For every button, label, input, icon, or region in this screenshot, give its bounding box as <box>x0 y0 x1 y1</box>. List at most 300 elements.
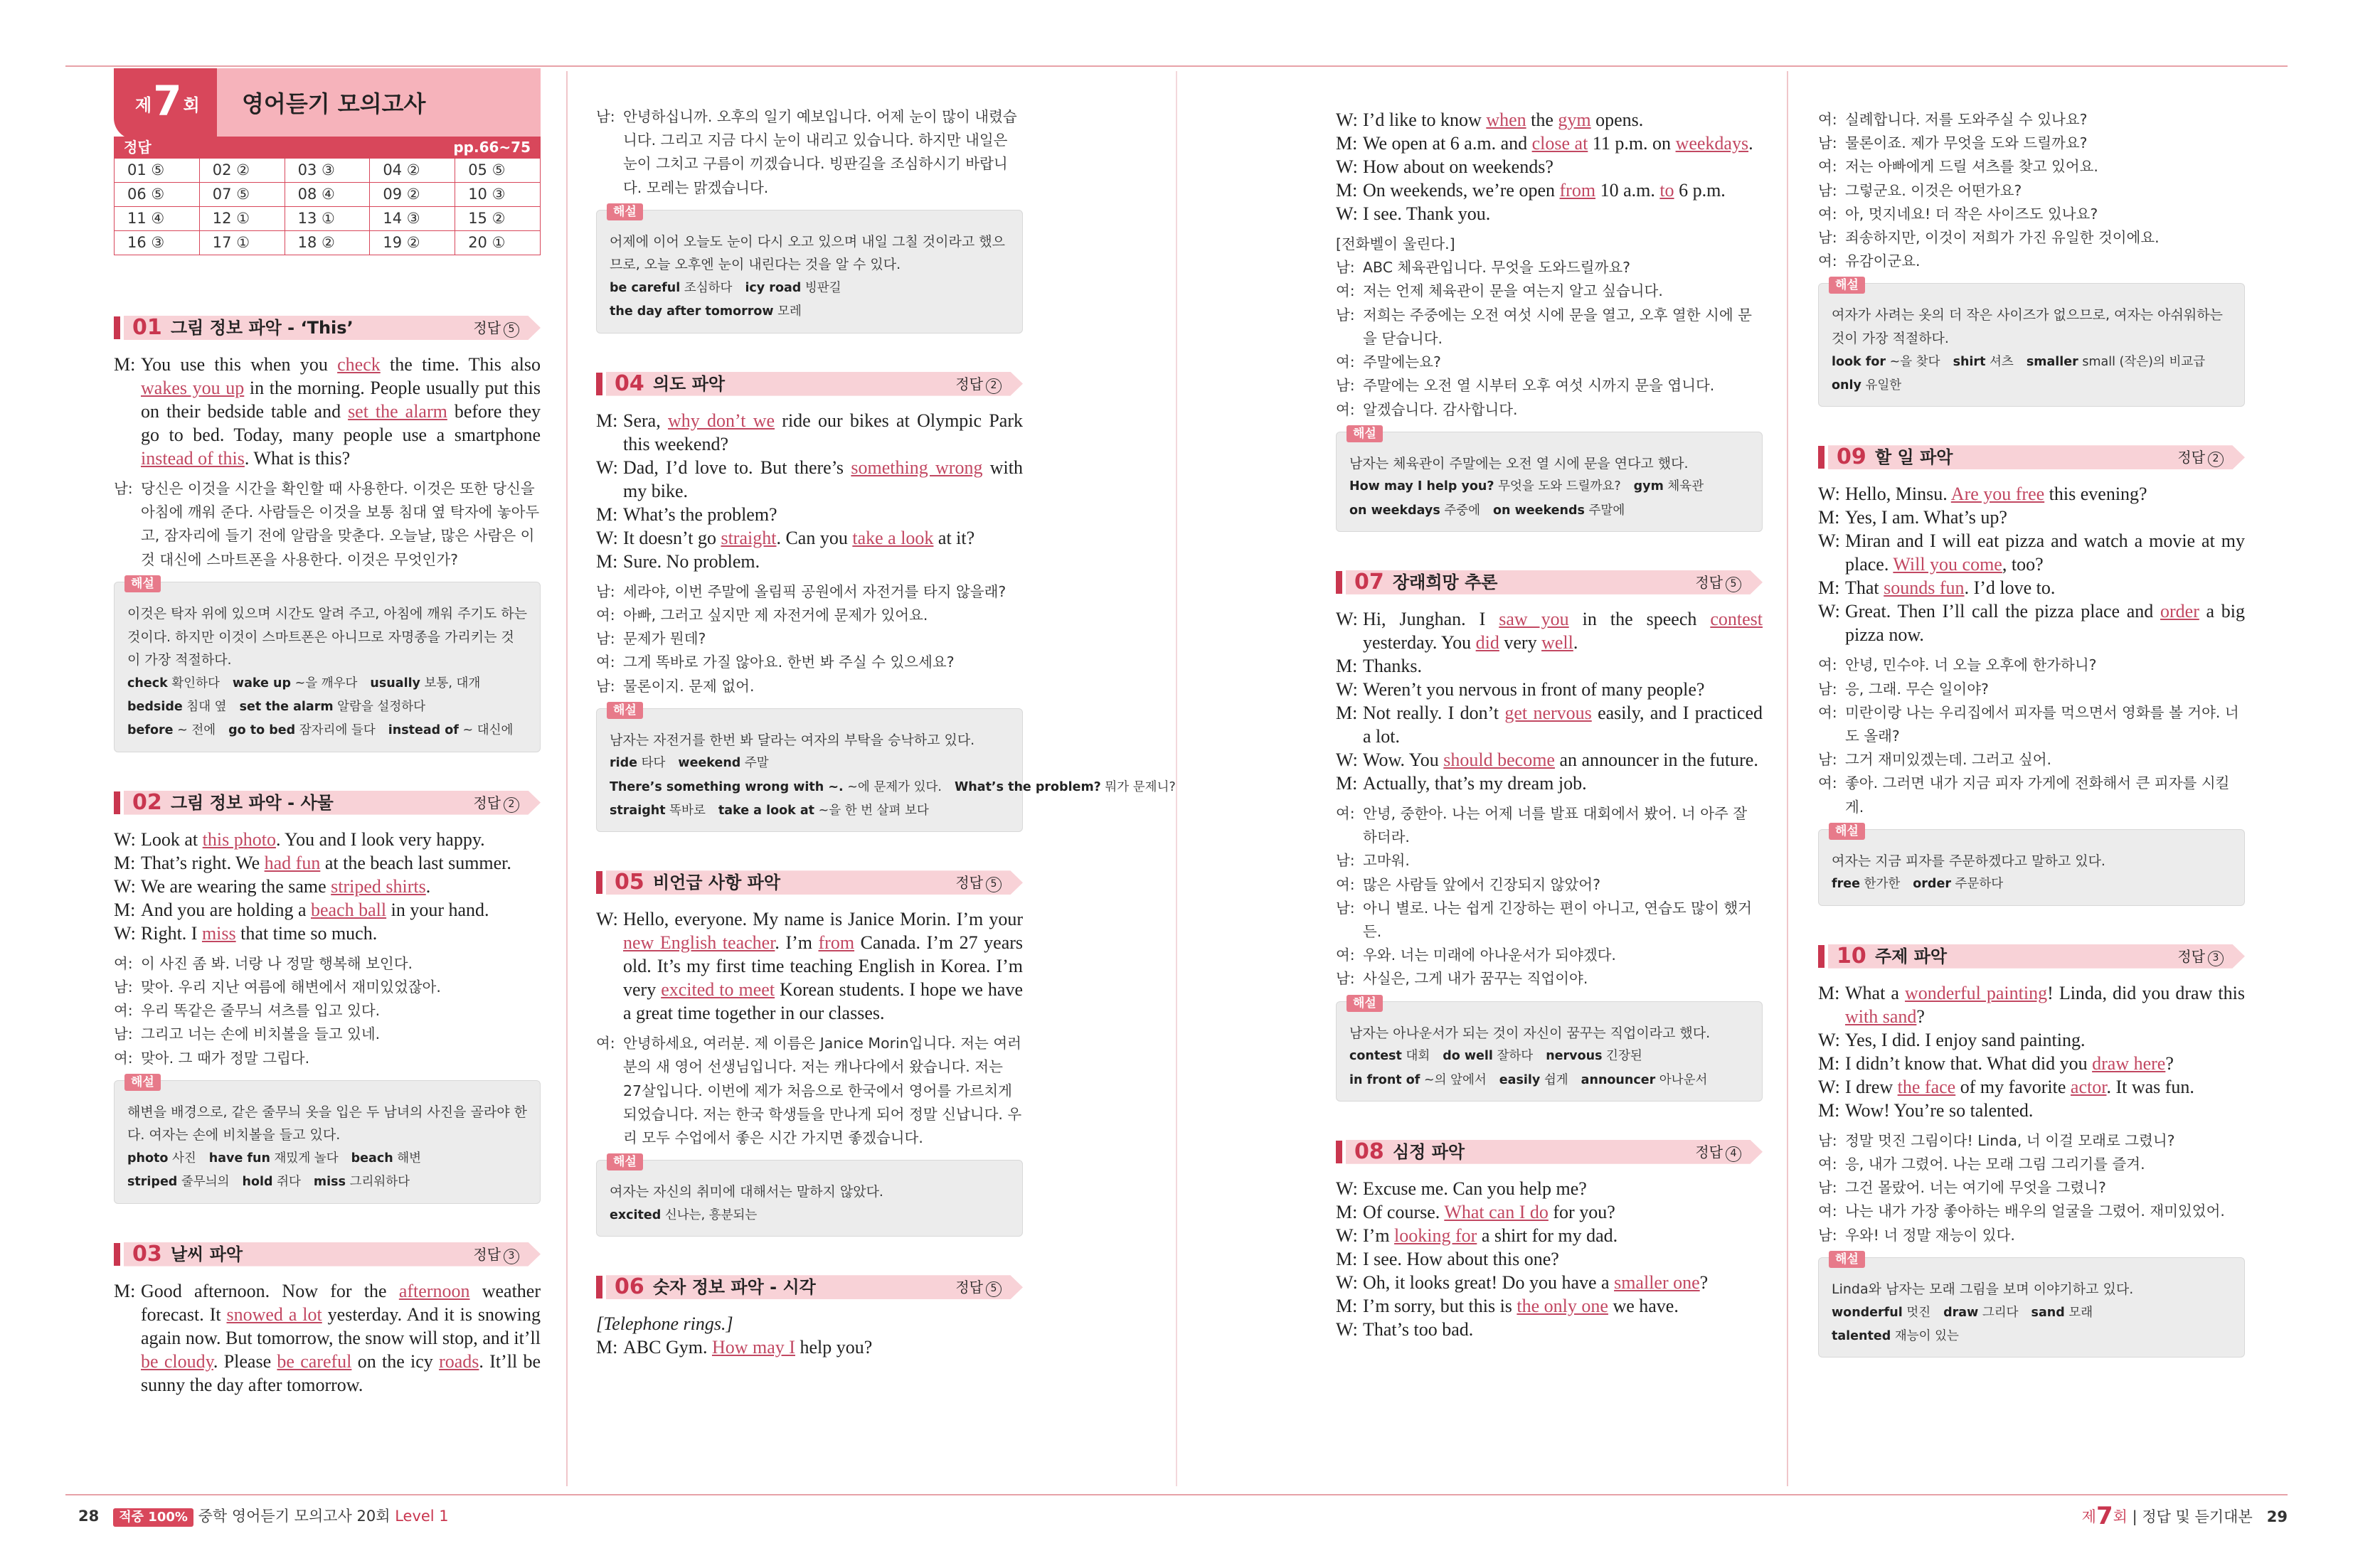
speaker: 남: <box>1336 377 1355 395</box>
script-line <box>596 526 1023 550</box>
speaker: M: <box>1336 1248 1358 1269</box>
explanation-box <box>1336 996 1763 1102</box>
line-text: 알겠습니다. 감사합니다. <box>1363 400 1518 418</box>
line-text: 안녕하세요, 여러분. 제 이름은 Janice Morin입니다. 저는 여러분의 새 영어 선생님입니다. 저는 캐나다에서 왔습니다. 저는 27살입니다. 이번에 제가 처음으로 한국에서 영어를 가르치게 되었습니다. 저는 한국 학생들을 만나게 되어 정말 신납니다. 우리 모두 수업에서 좋은 시간 가지면 좋겠습니다. <box>623 1035 1022 1147</box>
blank-answer: new English teacher <box>623 932 775 954</box>
explanation-box <box>596 703 1176 832</box>
script-line <box>1818 506 2245 529</box>
line-text: Sure. No problem. <box>623 550 760 572</box>
explanation-text: 남자는 아나운서가 되는 것이 자신이 꿈꾸는 직업이라고 했다. <box>1349 1025 1711 1041</box>
vocab-item: the day after tomorrow 모레 <box>610 304 802 319</box>
english-script <box>1336 1177 1763 1341</box>
line-text: 그리고 너는 손에 비치볼을 들고 있네. <box>141 1025 381 1043</box>
vocab-item: beach 해변 <box>351 1151 422 1166</box>
speaker: W: <box>1336 1271 1358 1293</box>
vocabulary-list <box>1349 475 1749 523</box>
vocab-item: order 주문하다 <box>1913 877 2004 892</box>
blank-answer: What can I do <box>1444 1201 1549 1222</box>
explanation-tag: 해설 <box>607 203 643 220</box>
script-line <box>114 999 541 1023</box>
answer-cell: 02 ② <box>199 159 285 183</box>
vocab-item: bedside 침대 옆 <box>127 700 227 715</box>
answer-cell: 03 ③ <box>285 159 370 183</box>
speaker: 여: <box>1336 946 1355 964</box>
answer-label: 정답 2 <box>955 370 1002 398</box>
speaker: W: <box>1818 530 1840 552</box>
line-text: Actually, that’s my dream job. <box>1363 772 1587 794</box>
vocab-item: ride 타다 <box>610 756 666 771</box>
blank-answer: sounds fun <box>1884 577 1965 599</box>
header-bar <box>114 791 120 814</box>
script-line <box>596 550 1023 573</box>
round-number: 제7회 <box>135 77 200 125</box>
speaker: 여: <box>1818 1202 1837 1220</box>
column-divider <box>566 71 568 1486</box>
speaker: W: <box>114 922 136 944</box>
question-05 <box>596 869 1023 1237</box>
script-line <box>1818 981 2245 1028</box>
speaker: M: <box>1336 702 1358 723</box>
script-line <box>1336 701 1763 748</box>
question-number: 10 <box>1837 943 1866 969</box>
speaker: W: <box>1336 678 1358 700</box>
speaker: 여: <box>1336 353 1355 371</box>
line-text: That’s right. We had fun at the beach last summer. <box>141 852 511 873</box>
footer-left <box>78 1502 449 1530</box>
speaker: 남: <box>1336 852 1355 870</box>
vocabulary-list <box>1832 351 2231 398</box>
vocab-item: announcer 아나운서 <box>1581 1072 1708 1087</box>
vocab-item: shirt 셔츠 <box>1953 354 2014 369</box>
blank-answer: miss <box>201 922 236 944</box>
script-line <box>1818 482 2245 506</box>
script-line <box>114 1047 541 1070</box>
question-type: 할 일 파악 <box>1875 447 1953 468</box>
vocab-word: the day after tomorrow <box>610 304 774 319</box>
blank-answer: something wrong <box>851 457 983 478</box>
vocab-item: smaller small (작은)의 비교급 <box>2026 354 2206 369</box>
line-text: 나는 내가 가장 좋아하는 배우의 얼굴을 그렸어. 재미있었어. <box>1845 1202 2225 1220</box>
answer-label: 정답 2 <box>473 789 519 816</box>
bottom-rule <box>65 1494 2288 1495</box>
vocab-item: striped 줄무늬의 <box>127 1175 230 1190</box>
line-text: Dad, I’d love to. But there’s something wrong with my bike. <box>623 457 1023 501</box>
speaker: M: <box>1818 982 1840 1003</box>
header-bar <box>596 373 602 395</box>
speaker: 남: <box>1336 899 1355 917</box>
script-line <box>1818 132 2245 155</box>
answer-cell: 14 ③ <box>370 207 455 231</box>
blank-answer: from <box>818 932 855 954</box>
korean-translation <box>114 952 541 1070</box>
explanation-tag: 해설 <box>1829 1251 1865 1268</box>
page-number-right: 29 <box>2266 1508 2288 1525</box>
vocab-item: What’s the problem? 뭐가 문제니? <box>955 779 1176 794</box>
line-text: 안녕, 중한아. 나는 어제 너를 발표 대회에서 봤어. 너 아주 잘 하더라. <box>1363 805 1748 846</box>
speaker: 남: <box>1818 1179 1837 1197</box>
english-script <box>1818 482 2245 646</box>
question-03-continued <box>596 105 1023 334</box>
script-line <box>1336 802 1763 849</box>
header-bar <box>1818 945 1824 968</box>
question-header <box>596 869 1023 896</box>
explanation-tag: 해설 <box>1347 425 1383 442</box>
speaker: 여: <box>1336 400 1355 418</box>
line-text: 물론이지. 문제 없어. <box>623 677 755 695</box>
blank-answer: with sand <box>1845 1006 1917 1027</box>
blank-answer: wonderful painting <box>1904 982 2048 1003</box>
speaker: W: <box>1818 1076 1840 1097</box>
speaker: 남: <box>1818 751 1837 769</box>
question-type: 주제 파악 <box>1875 946 1948 966</box>
answer-label: 정답 5 <box>1695 569 1741 596</box>
script-line <box>1336 1271 1763 1294</box>
speaker: 남: <box>1818 181 1837 199</box>
speaker: W: <box>1336 1225 1358 1246</box>
blank-answer: be careful <box>277 1350 352 1372</box>
question-10 <box>1818 943 2245 1358</box>
script-line <box>1336 132 1763 155</box>
line-text: Great. Then I’ll call the pizza place and order a big pizza now. <box>1845 601 2246 646</box>
book-title: 중학 영어듣기 모의고사 20회 <box>198 1508 391 1525</box>
question-header <box>596 1274 1023 1301</box>
vocab-word: do well <box>1443 1049 1493 1064</box>
line-text: Wow! You’re so talented. <box>1845 1099 2034 1121</box>
script-line <box>1818 529 2245 576</box>
speaker: 여: <box>114 954 133 972</box>
script-line <box>1336 279 1763 303</box>
line-text: I’m looking for a shirt for my dad. <box>1363 1225 1618 1246</box>
english-script <box>596 907 1023 1025</box>
english-script <box>114 1279 541 1397</box>
blank-answer: get nervous <box>1504 702 1592 723</box>
vocab-item: on weekdays 주중에 <box>1349 503 1481 518</box>
speaker: 남: <box>596 108 615 125</box>
line-text: Yes, I did. I enjoy sand painting. <box>1845 1029 2086 1050</box>
blank-answer: striped shirts <box>331 875 426 897</box>
header-bar <box>596 1276 602 1298</box>
speaker: 여: <box>1818 774 1837 792</box>
speaker: M: <box>1818 507 1840 528</box>
line-text: How about on weekends? <box>1363 156 1553 178</box>
explanation-text: 이것은 탁자 위에 있으며 시간도 알려 주고, 아침에 깨워 주기도 하는 것이다. 하지만 이것이 스마트폰은 아니므로 자명종을 가리키는 것이 가장 적절하다. <box>127 605 527 668</box>
speaker: 남: <box>596 677 615 695</box>
script-line <box>596 1312 1023 1335</box>
answer-value: 4 <box>1726 1146 1741 1162</box>
speaker: M: <box>1818 1099 1840 1121</box>
vocabulary-list <box>1349 1045 1749 1092</box>
vocab-item: wake up ~을 깨우다 <box>232 676 358 690</box>
speaker: W: <box>114 828 136 850</box>
column-4 <box>1818 108 2245 1358</box>
speaker: 여: <box>1818 252 1837 270</box>
vocab-word: take a look at <box>718 803 815 818</box>
explanation-box <box>1818 823 2245 906</box>
line-text: Weren’t you nervous in front of many people? <box>1363 678 1705 700</box>
line-text: 저는 언제 체육관이 문을 여는지 알고 싶습니다. <box>1363 282 1663 300</box>
vocab-item: wonderful 멋진 <box>1832 1305 1931 1320</box>
english-script <box>114 353 541 470</box>
vocab-item: instead of ~ 대신에 <box>388 723 514 738</box>
speaker: 남: <box>1336 259 1355 277</box>
question-09 <box>1818 444 2245 905</box>
blank-answer: afternoon <box>398 1280 470 1301</box>
script-line <box>596 409 1023 456</box>
speaker: W: <box>1336 608 1358 629</box>
vocab-item: in front of ~의 앞에서 <box>1349 1072 1487 1087</box>
answer-label: 정답 2 <box>2177 444 2224 471</box>
speaker: 여: <box>1818 703 1837 721</box>
line-text: 안녕, 민수야. 너 오늘 오후에 한가하니? <box>1845 656 2097 674</box>
line-text: Look at this photo. You and I look very happy. <box>141 828 485 850</box>
explanation-text: 남자는 체육관이 주말에는 오전 열 시에 문을 연다고 했다. <box>1349 455 1689 471</box>
level-label: Level 1 <box>395 1508 449 1525</box>
answer-cell: 18 ② <box>285 231 370 255</box>
explanation-box <box>1818 1252 2245 1358</box>
script-line <box>1818 678 2245 701</box>
script-line <box>1818 772 2245 818</box>
vocab-item: How may I help you? 무엇을 도와 드릴까요? <box>1349 479 1621 494</box>
answer-label: 정답 5 <box>955 869 1002 896</box>
blank-answer: be cloudy <box>141 1350 213 1372</box>
line-text: Thanks. <box>1363 655 1423 676</box>
blank-answer: draw here <box>2092 1052 2166 1074</box>
question-number: 06 <box>615 1274 644 1300</box>
script-line <box>1336 256 1763 279</box>
blank-answer: straight <box>721 527 777 548</box>
question-header <box>1818 943 2245 970</box>
script-line <box>596 604 1023 627</box>
script-line <box>1818 701 2245 748</box>
blank-answer: close at <box>1531 133 1588 154</box>
line-text: 우와! 너 정말 재능이 있다. <box>1845 1226 2015 1244</box>
korean-translation <box>1336 256 1763 421</box>
script-line <box>1818 155 2245 178</box>
vocab-item: There’s something wrong with ~. ~에 문제가 있다. <box>610 779 942 794</box>
question-type: 비언급 사항 파악 <box>653 873 780 893</box>
vocab-word: striped <box>127 1175 178 1190</box>
answer-value: 5 <box>986 1281 1002 1297</box>
question-type: 의도 파악 <box>653 373 726 394</box>
answer-cell: 08 ④ <box>285 183 370 207</box>
line-text: 문제가 뭔데? <box>623 630 706 648</box>
answer-cell: 17 ① <box>199 231 285 255</box>
line-text: 당신은 이것을 시간을 확인할 때 사용한다. 이것은 또한 당신을 아침에 깨워 준다. 사람들은 이것을 보통 침대 옆 탁자에 놓아두고, 잠자리에 들기 전에 알람을 맞춘다. 오늘날, 많은 사람은 이것 대신에 스마트폰을 사용한다. 이것은 무엇인가? <box>141 480 540 568</box>
speaker: W: <box>596 527 618 548</box>
vocab-word: draw <box>1943 1305 1979 1320</box>
speaker: W: <box>1336 203 1358 225</box>
explanation-box <box>1818 278 2245 407</box>
page-gutter <box>1176 71 1177 1486</box>
blank-answer: take a look <box>852 527 934 548</box>
answer-cell: 16 ③ <box>115 231 200 255</box>
line-text: 그거 재미있겠는데. 그러고 싶어. <box>1845 751 2052 769</box>
speaker: W: <box>1336 1178 1358 1199</box>
blank-answer: this photo <box>202 828 276 850</box>
line-text: 물론이죠. 제가 무엇을 도와 드릴까요? <box>1845 134 2088 152</box>
vocab-word: icy road <box>745 281 802 296</box>
speaker: 남: <box>596 582 615 600</box>
top-rule <box>65 65 2288 67</box>
line-text: 죄송하지만, 이것이 저희가 가진 유일한 것이에요. <box>1845 229 2160 247</box>
question-header <box>1818 444 2245 471</box>
vocab-item: hold 쥐다 <box>242 1175 301 1190</box>
script-line <box>114 828 541 851</box>
blank-answer: looking for <box>1394 1225 1477 1246</box>
script-line <box>596 675 1023 698</box>
line-text: I drew the face of my favorite actor. It was fun. <box>1845 1076 2194 1097</box>
answer-cell: 13 ① <box>285 207 370 231</box>
speaker: 여: <box>1818 656 1837 674</box>
vocab-item: photo 사진 <box>127 1151 196 1166</box>
vocab-word: contest <box>1349 1049 1402 1064</box>
blank-answer: check <box>337 354 381 375</box>
blank-answer: Will you come <box>1893 554 2002 575</box>
question-header <box>1336 1138 1763 1166</box>
vocab-item: do well 잘하다 <box>1443 1049 1534 1064</box>
answer-cell: 19 ② <box>370 231 455 255</box>
line-text: 우리 똑같은 줄무늬 셔츠를 입고 있다. <box>141 1002 381 1020</box>
speaker: M: <box>1336 772 1358 794</box>
section-label: | 정답 및 듣기대본 <box>2132 1508 2253 1525</box>
korean-translation <box>596 1032 1023 1150</box>
speaker: M: <box>596 503 618 525</box>
script-line <box>114 976 541 999</box>
korean-translation <box>596 105 1023 200</box>
script-line <box>1818 1099 2245 1122</box>
script-line <box>114 851 541 875</box>
vocab-item: easily 쉽게 <box>1499 1072 1568 1087</box>
question-header <box>114 789 541 816</box>
speaker: 여: <box>114 1049 133 1067</box>
script-line <box>1818 226 2245 250</box>
line-text: 고마워. <box>1363 852 1410 870</box>
vocab-word: wake up <box>232 676 291 690</box>
blank-answer: contest <box>1710 608 1763 629</box>
blank-answer: saw you <box>1499 608 1569 629</box>
page-number-left: 28 <box>78 1508 100 1525</box>
blank-answer: excited to meet <box>661 979 775 1001</box>
speaker: M: <box>1336 1201 1358 1222</box>
script-line <box>1818 203 2245 226</box>
line-text: 이 사진 좀 봐. 너랑 나 정말 행복해 보인다. <box>141 954 413 972</box>
vocab-word: be careful <box>610 281 681 296</box>
question-08 <box>1336 1138 1763 1341</box>
explanation-tag: 해설 <box>124 1074 161 1091</box>
speaker: 남: <box>1818 680 1837 698</box>
header-bar <box>114 316 120 339</box>
line-text: 세라야, 이번 주말에 올림픽 공원에서 자전거를 타지 않을래? <box>623 582 1006 600</box>
line-text: Yes, I am. What’s up? <box>1845 507 2007 528</box>
line-text: On weekends, we’re open from 10 a.m. to 6 p.m. <box>1363 180 1726 201</box>
vocab-word: talented <box>1832 1328 1891 1343</box>
explanation-text: 여자는 자신의 취미에 대해서는 말하지 않았다. <box>610 1184 883 1200</box>
answer-value: 5 <box>986 877 1002 892</box>
line-text: What’s the problem? <box>623 503 777 525</box>
vocab-word: announcer <box>1581 1072 1656 1087</box>
script-line <box>114 898 541 922</box>
script-line <box>1336 304 1763 351</box>
script-line <box>1336 108 1763 132</box>
speaker: 여: <box>1818 205 1837 223</box>
script-line <box>1336 678 1763 701</box>
speaker: W: <box>1336 156 1358 178</box>
speaker: M: <box>114 1280 136 1301</box>
line-text: 맞아. 우리 지난 여름에 해변에서 재미있었잖아. <box>141 978 441 996</box>
speaker: 여: <box>1818 1156 1837 1173</box>
blank-answer: had fun <box>264 852 321 873</box>
explanation-tag: 해설 <box>1829 277 1865 294</box>
vocab-word: set the alarm <box>239 700 334 715</box>
line-text: Not really. I don’t get nervous easily, and I practiced a lot. <box>1363 702 1763 747</box>
script-line <box>1336 654 1763 678</box>
script-line <box>596 1032 1023 1150</box>
explanation-text: 해변을 배경으로, 같은 줄무늬 옷을 입은 두 남녀의 사진을 골라야 한다. 여자는 손에 비치볼을 들고 있다. <box>127 1104 527 1143</box>
vocab-word: gym <box>1633 479 1664 494</box>
answer-cell: 09 ② <box>370 183 455 207</box>
vocab-word: easily <box>1499 1072 1541 1087</box>
blank-answer: the face <box>1897 1076 1956 1097</box>
vocab-word: straight <box>610 803 666 818</box>
speaker: 남: <box>1818 229 1837 247</box>
script-line <box>1336 374 1763 398</box>
question-number: 08 <box>1354 1138 1384 1164</box>
speaker: 남: <box>1818 1226 1837 1244</box>
blank-answer: when <box>1486 110 1526 130</box>
vocab-word: instead of <box>388 723 459 738</box>
vocabulary-list <box>610 1204 1009 1227</box>
question-type: 숫자 정보 파악 - 시각 <box>653 1277 816 1298</box>
vocab-word: usually <box>370 676 420 690</box>
question-03 <box>114 1241 541 1397</box>
footer-round: 제7회 <box>2081 1502 2128 1530</box>
speaker: 남: <box>1336 306 1355 324</box>
line-text: Hello, Minsu. Are you free this evening? <box>1845 484 2147 505</box>
script-line <box>1336 1318 1763 1341</box>
script-line <box>1818 1075 2245 1099</box>
column-2 <box>596 105 1176 1359</box>
speaker: 남: <box>114 1025 133 1043</box>
vocab-word: excited <box>610 1207 662 1222</box>
script-line <box>596 651 1023 674</box>
vocab-word: go to bed <box>228 723 296 738</box>
blank-answer: should become <box>1443 749 1555 770</box>
script-line <box>114 477 541 572</box>
line-text: Wow. You should become an announcer in the future. <box>1363 749 1758 770</box>
blank-answer: beach ball <box>311 899 387 920</box>
vocab-item: check 확인하다 <box>127 676 220 690</box>
script-line <box>114 922 541 945</box>
script-line <box>114 1023 541 1046</box>
question-header <box>596 370 1023 398</box>
script-line <box>1818 108 2245 132</box>
question-type: 날씨 파악 <box>171 1244 243 1264</box>
line-text: Hi, Junghan. I saw you in the speech contest yesterday. You did very well. <box>1363 608 1763 653</box>
line-text: 실례합니다. 저를 도와주실 수 있나요? <box>1845 111 2088 128</box>
vocab-item: gym 체육관 <box>1633 479 1704 494</box>
answer-row <box>115 183 541 207</box>
explanation-tag: 해설 <box>607 1153 643 1170</box>
vocab-item: talented 재능이 있는 <box>1832 1328 1959 1343</box>
script-line <box>1818 1129 2245 1153</box>
vocab-item: excited 신나는, 흥분되는 <box>610 1207 758 1222</box>
column-divider <box>1787 71 1788 1486</box>
speaker: M: <box>114 354 136 375</box>
vocab-word: There’s something wrong with ~. <box>610 779 844 794</box>
answer-label: 정답 3 <box>2177 943 2224 970</box>
script-line <box>1336 772 1763 795</box>
explanation-text: 여자는 지금 피자를 주문하겠다고 말하고 있다. <box>1832 853 2105 869</box>
